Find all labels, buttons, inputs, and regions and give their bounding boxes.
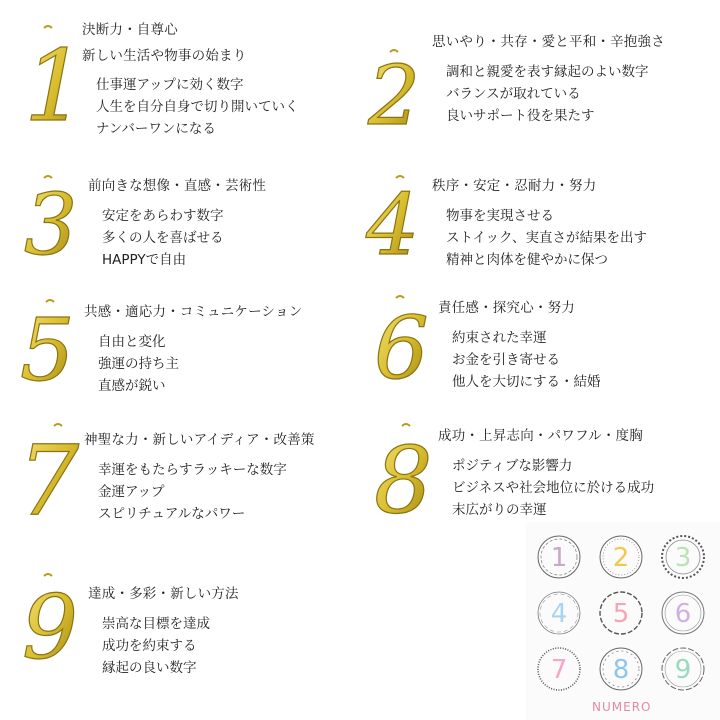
entry-2-meanings [432,61,665,127]
entry-8-meaning-3: 末広がりの幸運 [452,502,547,518]
wreath-digit-4: 4 [550,599,568,629]
wreath-digit-6: 6 [674,599,692,629]
entry-6-meaning-1: 約束された幸運 [452,330,547,346]
wreath-5 [596,588,646,638]
entry-4-heading: 秩序・安定・忍耐力・努力 [432,178,597,194]
pendant-digit-3: 3 [24,176,78,274]
wreath-digit-3: 3 [674,543,692,573]
pendant-6-image [374,296,429,399]
entry-2-heading: 思いやり・共存・愛と平和・辛抱強さ [432,34,665,50]
wreath-digit-8: 8 [612,655,630,685]
entry-5-meaning-2: 強運の持ち主 [98,356,179,372]
entry-9-meaning-1: 崇高な目標を達成 [102,616,210,632]
entry-7-meaning-3: スピリチュアルなパワー [98,506,246,522]
wreath-digit-2: 2 [612,543,630,573]
wreath-7 [534,644,584,694]
wreath-2 [596,532,646,582]
pendant-5-image [20,300,75,401]
wreath-digit-9: 9 [674,655,692,685]
pendant-digit-2: 2 [368,49,421,144]
entry-8-meaning-1: ポジティブな影響力 [452,458,573,474]
entry-8-meanings [438,455,654,521]
entry-9-meanings [88,613,239,679]
entry-5-heading: 共感・適応力・コミュニケーション [84,304,303,320]
entry-1-heading: 決断力・自尊心 [82,22,178,38]
pendant-digit-9: 9 [22,576,78,679]
entry-7-meanings [84,459,315,525]
entry-3-meaning-3: HAPPYで自由 [102,252,187,268]
pendant-2-image [368,49,421,144]
entry-1-meaning-2: 人生を自分自身で切り開いていく [96,99,299,115]
entry-4-meaning-1: 物事を実現させる [446,208,554,224]
entry-6-heading: 責任感・探究心・努力 [438,300,575,316]
pendant-3-image [24,176,78,274]
entry-2-meaning-3: 良いサポート役を果たす [446,108,595,124]
pendant-8-image [374,424,433,534]
entry-9-heading: 達成・多彩・新しい方法 [88,586,239,602]
pendant-1-image [22,26,87,144]
entry-8-heading: 成功・上昇志向・パワフル・度胸 [438,428,643,444]
entry-5-meaning-3: 直感が鋭い [98,378,166,394]
wreath-9 [658,644,708,694]
entry-9-meaning-3: 縁起の良い数字 [102,660,197,676]
entry-9-meaning-2: 成功を約束する [102,638,197,654]
entry-4-meanings [432,205,647,271]
pendant-digit-7: 7 [18,425,80,537]
entry-7-heading: 神聖な力・新しいアイディア・改善策 [84,432,315,448]
wreath-6 [658,588,708,638]
entry-3-meanings [88,205,266,271]
entry-2-meaning-2: バランスが取れている [446,86,581,102]
wreath-3 [658,532,708,582]
entry-6-meanings [438,327,601,393]
entry-1-heading-2: 新しい生活や物事の始まり [82,48,247,64]
entry-2-meaning-1: 調和と親愛を表す縁起のよい数字 [446,64,649,80]
pendant-digit-4: 4 [366,176,420,274]
entry-1-meaning-3: ナンバーワンになる [96,121,216,137]
wreath-8 [596,644,646,694]
entry-1-meaning-1: 仕事運アップに効く数字 [96,77,244,93]
entry-6-meaning-2: お金を引き寄せる [452,352,560,368]
pendant-digit-8: 8 [374,427,433,534]
entry-5-meanings [84,331,302,397]
entry-7-meaning-1: 幸運をもたらすラッキーな数字 [98,462,287,478]
entry-5-meaning-1: 自由と変化 [98,334,166,350]
wreath-digit-5: 5 [612,599,630,629]
numero-wreath-card [526,522,720,720]
pendant-digit-1: 1 [24,30,87,144]
pendant-9-image [22,574,78,679]
pendant-digit-5: 5 [20,301,75,401]
entry-8-meaning-2: ビジネスや社会地位に於ける成功 [452,480,655,496]
entry-4-meaning-3: 精神と肉体を健やかに保つ [446,252,608,268]
wreath-digit-1: 1 [550,543,568,573]
entry-4-meaning-2: ストイック、実直さが結果を出す [446,230,648,246]
wreath-digit-7: 7 [550,655,568,685]
wreath-4 [534,588,584,638]
entry-1-meanings [82,74,299,140]
pendant-7-image [18,424,80,537]
pendant-digit-6: 6 [374,299,429,399]
numero-label: NUMERO [592,700,652,714]
entry-3-meaning-2: 多くの人を喜ばせる [102,230,224,246]
entry-3-meaning-1: 安定をあらわす数字 [102,208,224,224]
wreath-1 [534,532,584,582]
entry-3-heading: 前向きな想像・直感・芸術性 [88,178,267,194]
entry-7-meaning-2: 金運アップ [98,484,165,500]
entry-6-meaning-3: 他人を大切にする・結婚 [452,374,601,390]
pendant-4-image [366,176,420,274]
